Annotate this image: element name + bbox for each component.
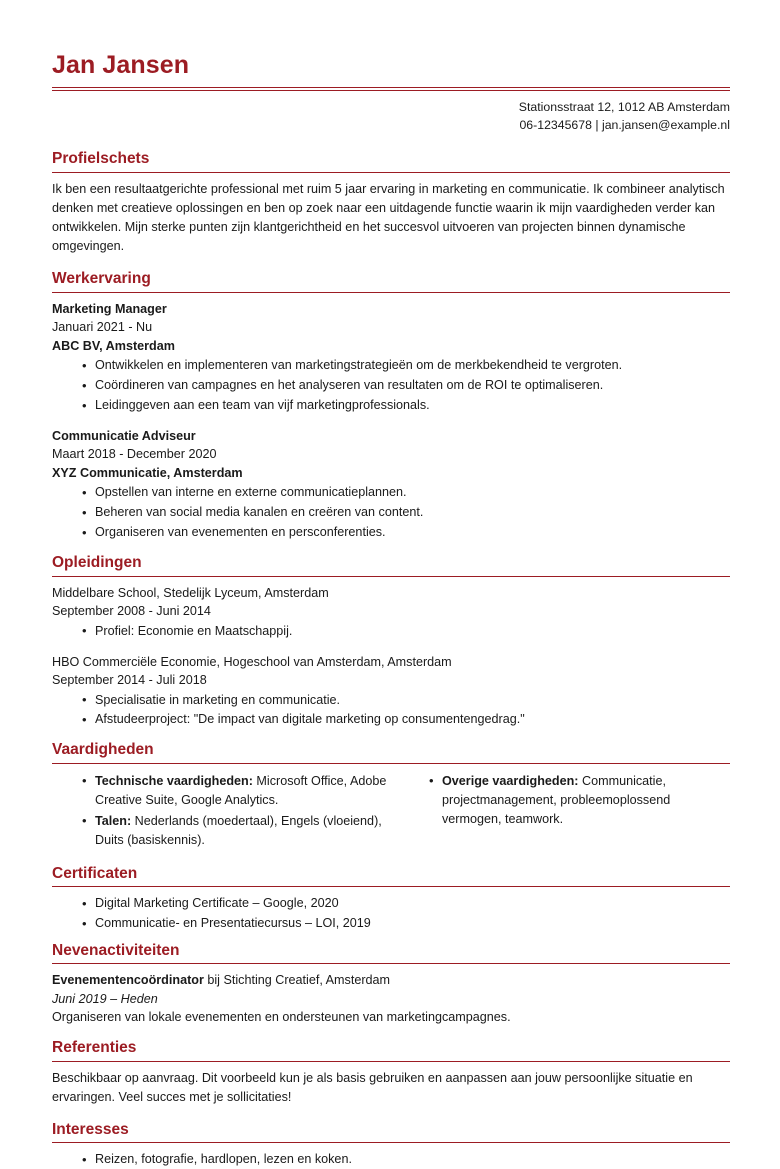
job-company: XYZ Communicatie, Amsterdam [52, 465, 243, 480]
education-dates: September 2014 - Juli 2018 [52, 673, 207, 688]
section-rule-profile [52, 172, 730, 173]
extracurricular-entry [52, 971, 730, 1027]
list-item: • Ontwikkelen en implementeren van marketingstrategieën om de merkbekendheid te vergroten. [82, 356, 730, 375]
education-entry [52, 584, 730, 641]
list-item [429, 772, 730, 829]
skill-label: Technische vaardigheden: [95, 773, 253, 788]
extracurricular-dates: Juni 2019 – Heden [52, 991, 158, 1006]
references-text: Beschikbaar op aanvraag. Dit voorbeeld kun je als basis gebruiken en aanpassen aan jouw persoonlijke situatie en ervaringen. Veel succes met je sollicitaties! [52, 1070, 693, 1104]
section-profile [52, 150, 730, 256]
contact-address: Stationsstraat 12, 1012 AB Amsterdam [518, 100, 730, 115]
contact-phone-email: 06-12345678 | jan.jansen@example.nl [519, 117, 730, 132]
section-title-certificates: Certificaten [52, 864, 138, 882]
section-rule-extracurricular [52, 963, 730, 964]
extracurricular-role: Evenementencoördinator [52, 973, 204, 988]
skills-list-left [52, 772, 391, 850]
contact-block [52, 99, 730, 134]
profile-text: Ik ben een resultaatgerichte professional met ruim 5 jaar ervaring in marketing en communicatie. Ik combineer analytisch denken met creatieve oplossingen en ben op zoek naar een uitdagende functie waarin ik mijn vaardigheden verder kan ontwikkelen. Mijn sterke punten zijn klantgerichtheid en het succesvol uitvoeren van projecten binnen dynamische omgevingen. [52, 181, 725, 254]
list-item: • Organiseren van evenementen en persconferenties. [82, 523, 730, 542]
skills-columns [52, 771, 730, 852]
list-item: • Reizen, fotografie, hardlopen, lezen en koken. [82, 1150, 730, 1169]
education-school: HBO Commerciële Economie, Hogeschool van Amsterdam, Amsterdam [52, 654, 452, 669]
certificates-list [52, 894, 730, 933]
job-bullet-list [52, 356, 730, 415]
section-references [52, 1039, 730, 1107]
section-rule-education [52, 576, 730, 577]
experience-entry [52, 427, 730, 542]
skill-label: Talen: [95, 813, 132, 828]
section-skills [52, 741, 730, 851]
list-item: • Digital Marketing Certificate – Google, 2020 [82, 894, 730, 913]
job-dates: Januari 2021 - Nu [52, 320, 153, 335]
section-rule-experience [52, 292, 730, 293]
job-bullet-list [52, 483, 730, 542]
list-item [82, 812, 391, 850]
skills-column-left [52, 771, 391, 852]
section-extracurricular [52, 942, 730, 1027]
education-bullet-list [52, 622, 730, 641]
section-rule-interests [52, 1142, 730, 1143]
skill-value: Nederlands (moedertaal), Engels (vloeiend), Duits (basiskennis). [95, 813, 382, 847]
section-title-experience: Werkervaring [52, 270, 151, 288]
list-item: • Coördineren van campagnes en het analyseren van resultaten om de ROI te optimaliseren. [82, 376, 730, 395]
section-experience [52, 270, 730, 542]
job-role: Marketing Manager [52, 301, 167, 316]
experience-entry [52, 300, 730, 415]
section-title-interests: Interesses [52, 1120, 129, 1138]
interests-list [52, 1150, 730, 1169]
skills-list-right [399, 772, 730, 829]
section-interests [52, 1121, 730, 1169]
skills-column-right [391, 771, 730, 852]
extracurricular-description: Organiseren van lokale evenementen en ondersteunen van marketingcampagnes. [52, 1010, 511, 1025]
section-title-profile: Profielschets [52, 150, 150, 167]
spacer [52, 934, 730, 940]
education-school: Middelbare School, Stedelijk Lyceum, Amsterdam [52, 585, 329, 600]
section-title-skills: Vaardigheden [52, 741, 154, 759]
cv-header [52, 52, 730, 134]
job-role: Communicatie Adviseur [52, 428, 196, 443]
education-bullet-list [52, 691, 730, 730]
skill-value: Microsoft Office, Adobe Creative Suite, Google Analytics. [95, 773, 387, 807]
job-company: ABC BV, Amsterdam [52, 338, 175, 353]
skill-value: Communicatie, projectmanagement, probleemoplossend vermogen, teamwork. [442, 773, 671, 826]
extracurricular-organisation: bij Stichting Creatief, Amsterdam [203, 973, 391, 988]
section-certificates [52, 865, 730, 940]
list-item: • Beheren van social media kanalen en creëren van content. [82, 503, 730, 522]
list-item: • Profiel: Economie en Maatschappij. [82, 622, 730, 641]
education-dates: September 2008 - Juni 2014 [52, 604, 211, 619]
section-title-references: Referenties [52, 1038, 137, 1056]
section-title-education: Opleidingen [52, 554, 142, 572]
list-item: • Specialisatie in marketing en communicatie. [82, 691, 730, 710]
candidate-name: Jan Jansen [52, 51, 190, 79]
list-item: • Afstudeerproject: "De impact van digitale marketing op consumentengedrag." [82, 710, 730, 729]
skill-label: Overige vaardigheden: [442, 773, 579, 788]
section-rule-certificates [52, 886, 730, 887]
section-rule-skills [52, 763, 730, 764]
section-title-extracurricular: Nevenactiviteiten [52, 941, 180, 959]
section-rule-references [52, 1061, 730, 1062]
extracurricular-role-line [52, 971, 730, 990]
list-item: • Leidinggeven aan een team van vijf marketingprofessionals. [82, 396, 730, 415]
education-entry [52, 653, 730, 730]
header-double-rule [52, 87, 730, 92]
job-dates: Maart 2018 - December 2020 [52, 447, 217, 462]
list-item: • Communicatie- en Presentatiecursus – LOI, 2019 [82, 914, 730, 933]
list-item [82, 772, 391, 810]
list-item: • Opstellen van interne en externe communicatieplannen. [82, 483, 730, 502]
section-education [52, 554, 730, 729]
